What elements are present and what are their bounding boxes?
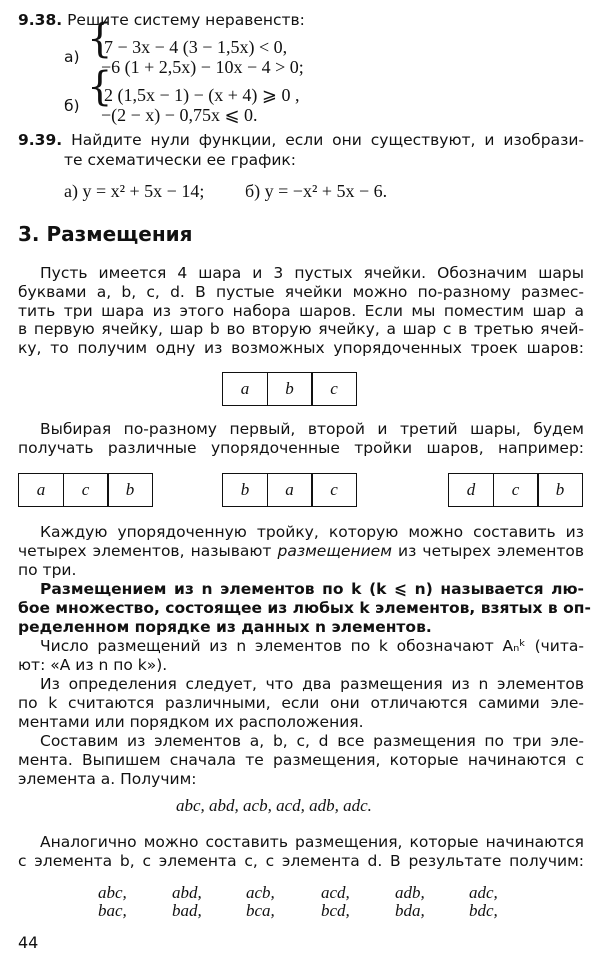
box-cell: a xyxy=(18,473,64,507)
system-a-line2: −6 (1 + 2,5x) − 10x − 4 > 0; xyxy=(101,57,304,77)
intro-line: тить три шара из этого набора шаров. Если мы поместим шар a xyxy=(18,301,584,320)
problem-text: Решите систему неравенств: xyxy=(67,11,305,29)
problem-9-38 xyxy=(18,11,305,30)
function-b: б) y = −x² + 5x − 6. xyxy=(245,181,388,201)
brace-b: { xyxy=(87,64,113,110)
follows-line: ментами или порядком их расположения. xyxy=(18,712,364,731)
permutation: adc, xyxy=(469,883,498,902)
similar-line: Аналогично можно составить размещения, которые начинаются xyxy=(40,833,584,851)
permutation: bcd, xyxy=(321,901,350,920)
system-a-line1: 7 − 3x − 4 (3 − 1,5x) < 0, xyxy=(104,37,288,57)
follows-line: по k считаются различными, если они отличаются самими эле- xyxy=(18,693,584,712)
permutation: adb, xyxy=(395,883,425,902)
problem-9-39 xyxy=(18,131,584,150)
box-row-main xyxy=(222,372,357,406)
permutation: abc, xyxy=(98,883,127,902)
definition-paragraph xyxy=(18,580,591,636)
list-a-start: abc, abd, acb, acd, adb, adc. xyxy=(176,796,372,815)
each-text: из четырех элементов xyxy=(391,541,584,560)
box-row-example-3 xyxy=(448,473,583,507)
count-line: Число размещений из n элементов по k обозначают Aₙᵏ (чита- xyxy=(40,637,584,655)
problem-text-line1: Найдите нули функции, если они существуют, и изобрази- xyxy=(71,131,584,149)
system-b-line2: −(2 − x) − 0,75x ⩽ 0. xyxy=(101,105,258,125)
section-title: 3. Размещения xyxy=(18,222,193,246)
compose-line: элемента a. Получим: xyxy=(18,769,197,788)
definition-line: Размещением из n элементов по k (k ⩽ n) называется лю- xyxy=(40,580,584,598)
permutation: acd, xyxy=(321,883,350,902)
each-line: по три. xyxy=(18,560,77,579)
box-cell: d xyxy=(448,473,494,507)
box-cell: c xyxy=(311,372,357,406)
intro-line: ку, то получим одну из возможных упорядоченных троек шаров: xyxy=(18,339,584,358)
intro-paragraph xyxy=(18,264,584,358)
definition-line: ределенном порядке из данных n элементов. xyxy=(18,617,432,636)
permutation: bdc, xyxy=(469,901,498,920)
permutation: bad, xyxy=(172,901,202,920)
permutation: abd, xyxy=(172,883,202,902)
problem-number: 9.38. xyxy=(18,11,63,29)
choose-line: Выбирая по-разному первый, второй и третий шары, будем xyxy=(40,420,584,438)
box-cell: b xyxy=(222,473,268,507)
definition-line: бое множество, состоящее из любых k элементов, взятых в оп- xyxy=(18,598,591,617)
compose-line: мента. Выпишем сначала те размещения, которые начинаются с xyxy=(18,750,584,769)
similar-line: с элемента b, с элемента c, с элемента d. В результате получим: xyxy=(18,851,584,870)
box-cell: b xyxy=(267,372,313,406)
intro-line: Пусть имеется 4 шара и 3 пустых ячейки. Обозначим шары xyxy=(40,264,584,282)
permutation: bac, xyxy=(98,901,127,920)
problem-number: 9.39. xyxy=(18,131,63,149)
box-row-example-2 xyxy=(222,473,357,507)
box-row-example-1 xyxy=(18,473,153,507)
each-line xyxy=(18,542,584,561)
function-a: а) y = x² + 5x − 14; xyxy=(64,181,205,201)
count-paragraph xyxy=(18,637,584,675)
page-number: 44 xyxy=(18,933,39,952)
intro-line: в первую ячейку, шар b во вторую ячейку, а шар c в третью ячей- xyxy=(18,320,584,339)
box-cell: c xyxy=(311,473,357,507)
intro-line: буквами a, b, c, d. В пустые ячейки можно по-разному размес- xyxy=(18,282,584,301)
permutation: bda, xyxy=(395,901,425,920)
compose-line: Составим из элементов a, b, c, d все размещения по три эле- xyxy=(40,732,584,750)
box-cell: a xyxy=(267,473,313,507)
label-b: б) xyxy=(64,97,80,115)
label-a: а) xyxy=(64,48,80,66)
box-cell: b xyxy=(537,473,583,507)
count-line: ют: «A из n по k»). xyxy=(18,655,168,674)
compose-paragraph xyxy=(18,732,584,788)
permutation: bca, xyxy=(246,901,275,920)
brace-a: { xyxy=(87,16,113,62)
problem-text-line2: те схематически ее график: xyxy=(64,151,296,169)
box-cell: a xyxy=(222,372,268,406)
box-cell: b xyxy=(107,473,153,507)
system-b-line1: 2 (1,5x − 1) − (x + 4) ⩾ 0 , xyxy=(104,85,300,105)
each-text: четырех элементов, называют xyxy=(18,541,278,560)
each-line: Каждую упорядоченную тройку, которую можно составить из xyxy=(40,523,584,541)
follows-line: Из определения следует, что два размещения из n элементов xyxy=(40,675,584,693)
choose-paragraph xyxy=(18,420,584,458)
permutation: acb, xyxy=(246,883,275,902)
choose-line: получать различные упорядоченные тройки шаров, например: xyxy=(18,438,584,457)
follows-paragraph xyxy=(18,675,584,731)
term-placement: размещением xyxy=(277,541,392,560)
similar-paragraph xyxy=(18,833,584,871)
box-cell: c xyxy=(493,473,539,507)
each-paragraph xyxy=(18,523,584,579)
box-cell: c xyxy=(63,473,109,507)
